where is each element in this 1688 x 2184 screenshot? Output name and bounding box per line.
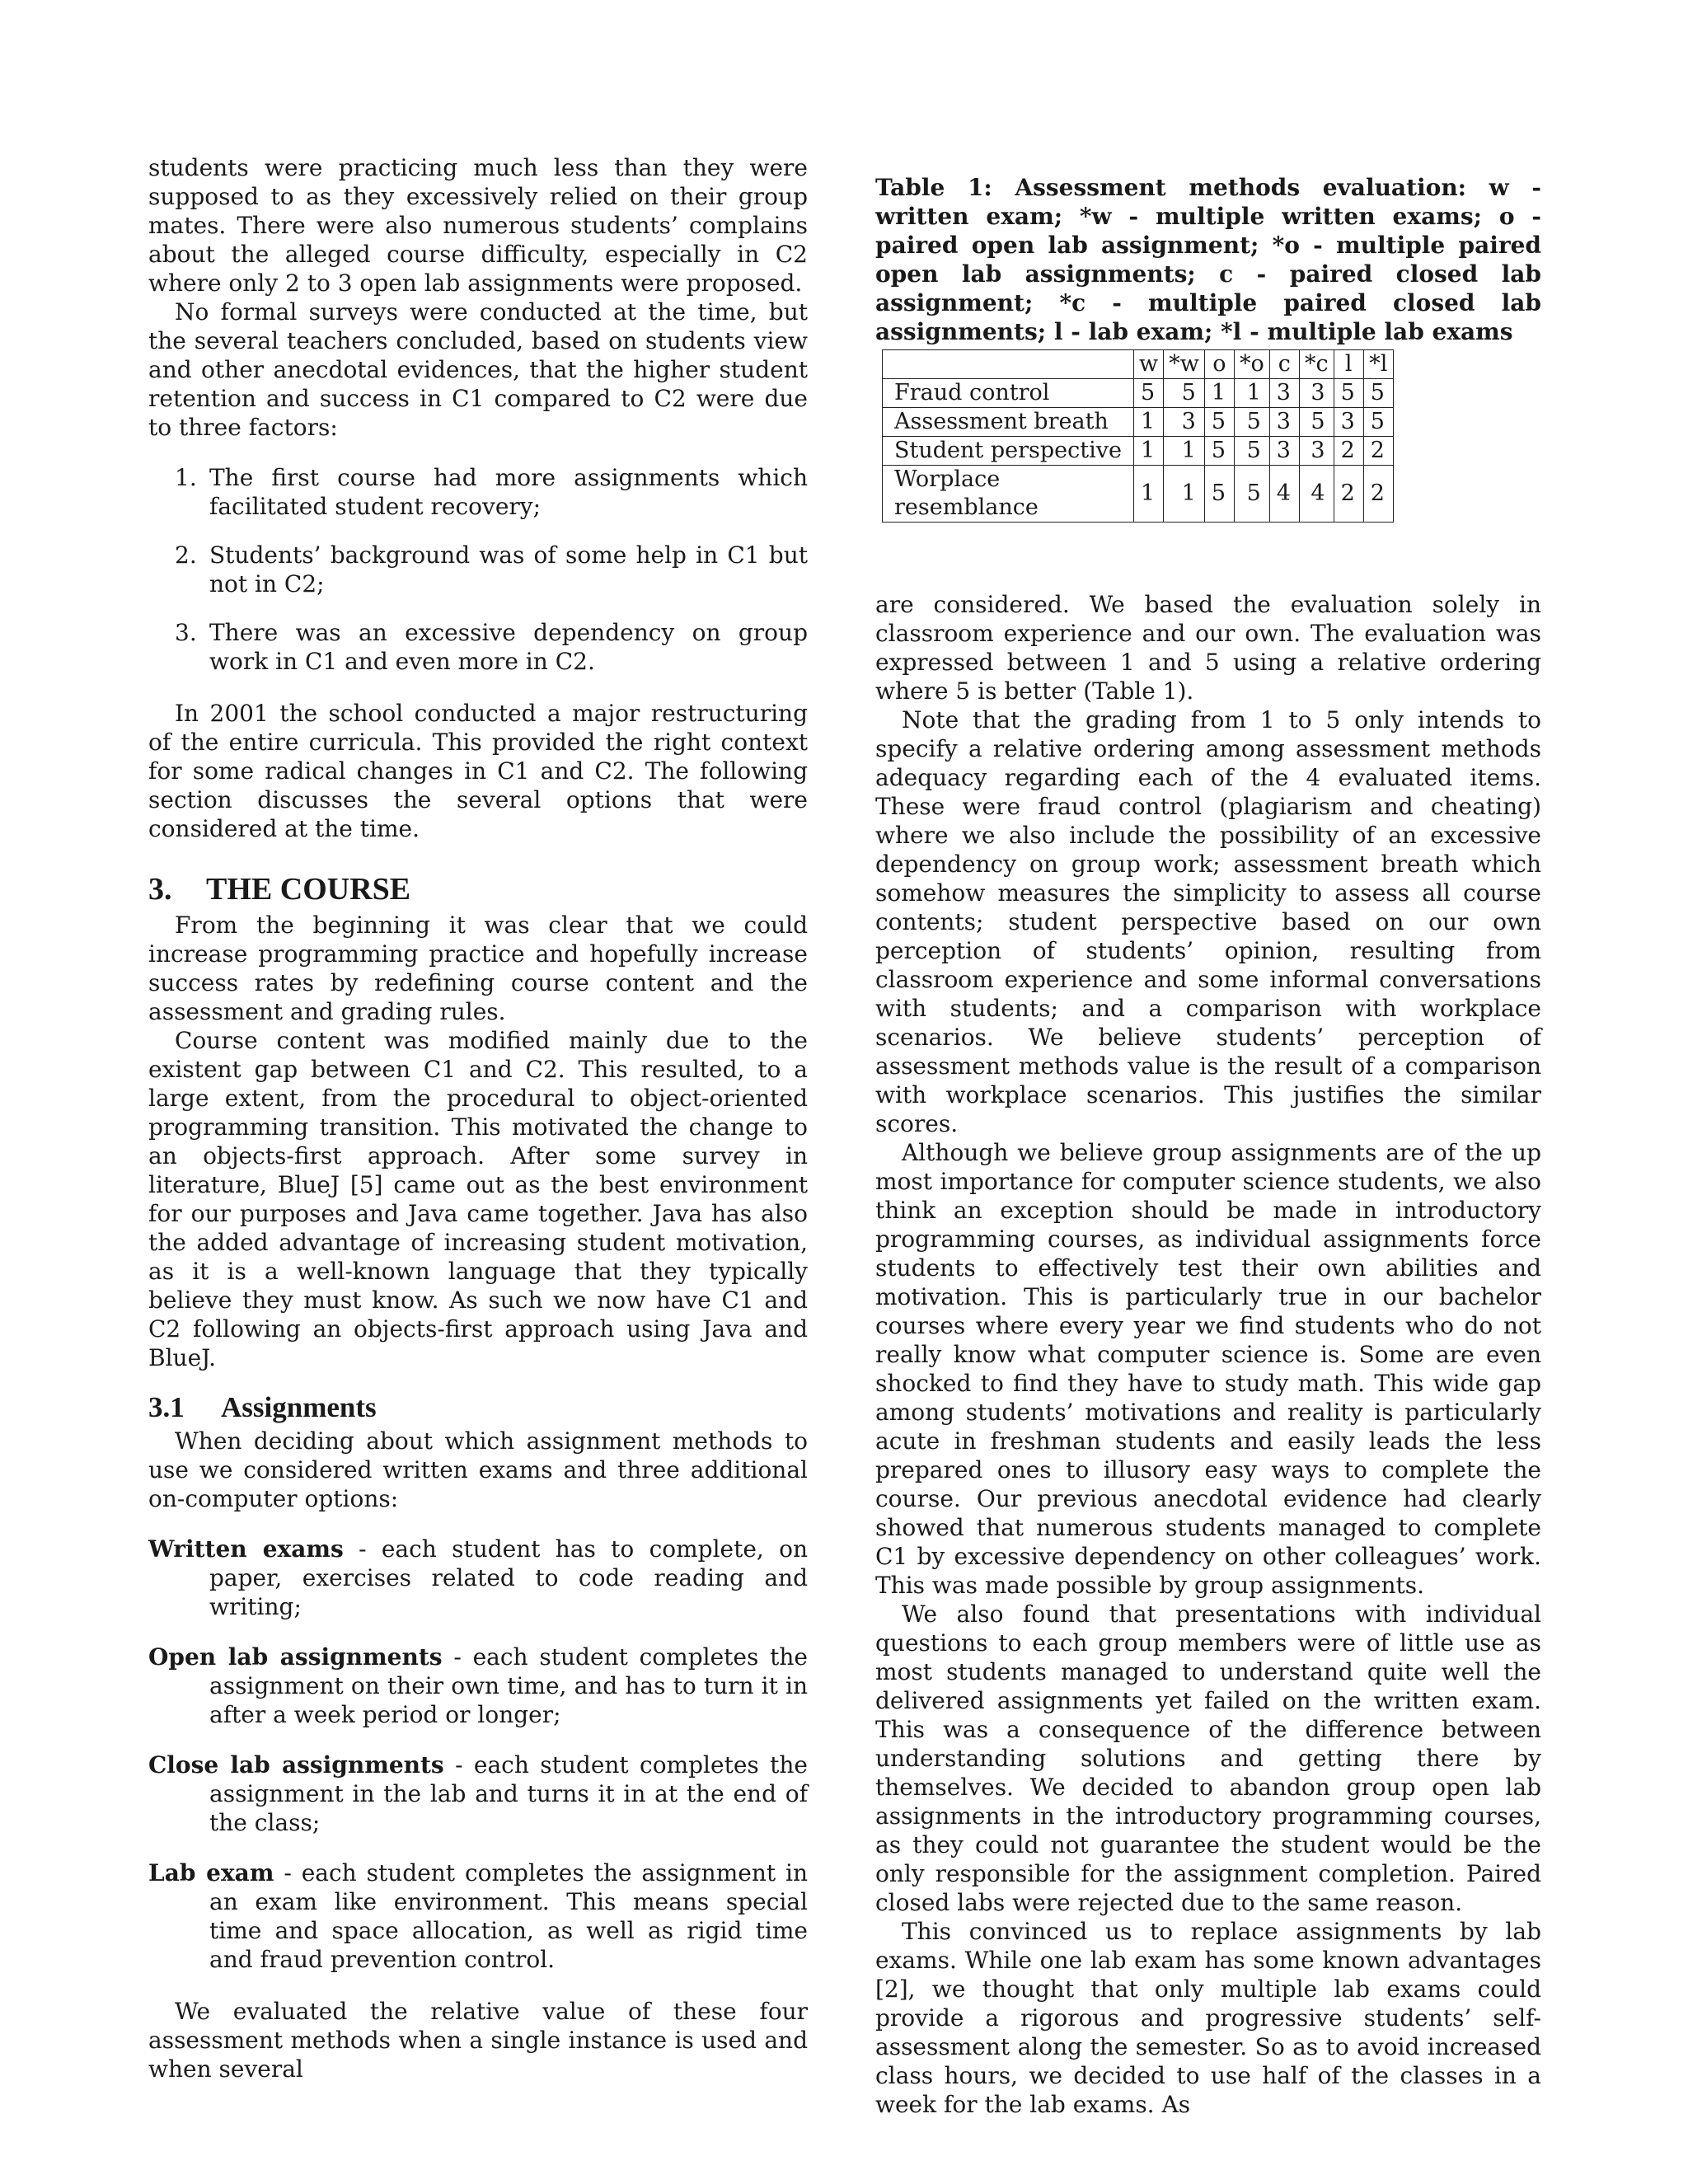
paragraph: When deciding about which assignment methods to use we considered written exams and three additional on-computer options:: [148, 1427, 808, 1512]
table-cell: 5: [1363, 408, 1393, 437]
column-header: *l: [1363, 350, 1393, 379]
table-cell: 4: [1269, 466, 1299, 523]
list-item: Lab exam - each student completes the assignment in an exam like environment. This means special time and space allocation, as well as rigid time and fraud prevention control.: [148, 1859, 809, 1973]
list-item: 2. Students’ background was of some help in C1 but not in C2;: [175, 541, 808, 598]
paragraph: In 2001 the school conducted a major restructuring of the entire curricula. This provided the right context for some radical changes in C1 and C2. The following section discusses the several options that were considered at the time.: [148, 700, 808, 842]
paragraph: From the beginning it was clear that we could increase programming practice and hopefully increase success rates by redefining course content and the assessment and grading rules.: [148, 912, 808, 1025]
table-cell: 5: [1363, 379, 1393, 408]
table-row: [883, 437, 1394, 466]
right-column: [875, 153, 1541, 2119]
column-header: *o: [1235, 350, 1270, 379]
table-cell: 1: [1235, 379, 1270, 408]
paragraph: Note that the grading from 1 to 5 only intends to specify a relative ordering among assessment methods adequacy regarding each of the 4 evaluated items. These were fraud control (plagiarism and cheating) where we also include the possibility of an excessive dependency on group work; assessment breath which somehow measures the simplicity to assess all course contents; student perspective based on our own perception of students’ opinion, resulting from classroom experience and some informal conversations with students; and a comparison with workplace scenarios. We believe students’ perception of assessment methods value is the result of a comparison with workplace scenarios. This justifies the similar scores.: [875, 706, 1541, 1137]
list-item: Open lab assignments - each student completes the assignment on their own time, and has to turn it in after a week period or longer;: [148, 1643, 809, 1728]
right-body: [875, 590, 1541, 2119]
table-cell: 5: [1134, 379, 1164, 408]
table-cell: 1: [1164, 466, 1205, 523]
table-cell: 3: [1269, 379, 1299, 408]
table-row: [883, 408, 1394, 437]
table-cell: 5: [1235, 466, 1270, 523]
column-header: w: [1134, 350, 1164, 379]
table-cell: 1: [1134, 437, 1164, 466]
paragraph: We also found that presentations with individual questions to each group members were of little use as most students managed to understand quite well the delivered assignments yet failed on the written exam. This was a consequence of the difference between understanding solutions and getting there by themselves. We decided to abandon group open lab assignments in the introductory programming courses, as they could not guarantee the student would be the only responsible for the assignment completion. Paired closed labs were rejected due to the same reason.: [875, 1601, 1541, 1916]
table-cell: 5: [1235, 408, 1270, 437]
table-cell: 3: [1299, 437, 1334, 466]
table-cell: 5: [1334, 379, 1363, 408]
table-cell: 1: [1204, 379, 1234, 408]
table-cell: 5: [1204, 437, 1234, 466]
row-label: Assessment breath: [883, 408, 1134, 437]
column-header: *w: [1164, 350, 1205, 379]
paragraph: We evaluated the relative value of these four assessment methods when a single instance is used and when several: [148, 1998, 808, 2083]
paragraph: are considered. We based the evaluation solely in classroom experience and our own. The evaluation was expressed between 1 and 5 using a relative ordering where 5 is better (Table 1).: [875, 591, 1541, 705]
corner-cell: [883, 350, 1134, 379]
list-item: 1. The first course had more assignments which facilitated student recovery;: [175, 464, 808, 520]
list-item: Close lab assignments - each student completes the assignment in the lab and turns it in at the end of the class;: [148, 1751, 808, 1836]
table-cell: 1: [1134, 466, 1164, 523]
table-cell: 3: [1334, 408, 1363, 437]
table-cell: 3: [1269, 437, 1299, 466]
methods-list: [148, 1535, 808, 1974]
table-cell: 1: [1134, 408, 1164, 437]
table-cell: 2: [1363, 466, 1393, 523]
table-cell: 3: [1269, 408, 1299, 437]
table-cell: 2: [1334, 437, 1363, 466]
table-cell: 5: [1235, 437, 1270, 466]
row-label: Fraud control: [883, 379, 1134, 408]
table-header-row: [883, 350, 1394, 379]
column-header: l: [1334, 350, 1363, 379]
table-cell: 4: [1299, 466, 1334, 523]
table-cell: 2: [1363, 437, 1393, 466]
table-cell: 5: [1164, 379, 1205, 408]
paragraph: No formal surveys were conducted at the time, but the several teachers concluded, based on students view and other anecdotal evidences, that the higher student retention and success in C1 compared to C2 were due to three factors:: [148, 298, 808, 441]
subsection-heading: 3.1 Assignments: [148, 1391, 377, 1423]
table-cell: 3: [1299, 379, 1334, 408]
left-column: [148, 153, 808, 2083]
table-cell: 3: [1164, 408, 1205, 437]
table-row: [883, 466, 1394, 523]
column-header: *c: [1299, 350, 1334, 379]
paragraph: Course content was modified mainly due to the existent gap between C1 and C2. This resulted, to a large extent, from the procedural to object-oriented programming transition. This motivated the change to an objects-first approach. After some survey in literature, BlueJ [5] came out as the best environment for our purposes and Java came together. Java has also the added advantage of increasing student motivation, as it is a well-known language that they typically believe they must know. As such we now have C1 and C2 following an objects-first approach using Java and BlueJ.: [148, 1027, 808, 1371]
list-item: Written exams - each student has to complete, on paper, exercises related to code reading and writing;: [148, 1535, 808, 1620]
table-cell: 5: [1204, 408, 1234, 437]
paragraph: students were practicing much less than they were supposed to as they excessively relied on their group mates. There were also numerous students’ complains about the alleged course difficulty, especially in C2 where only 2 to 3 open lab assignments were proposed.: [148, 154, 808, 297]
row-label: Student perspective: [883, 437, 1134, 466]
table-cell: 5: [1299, 408, 1334, 437]
factors-list: [148, 463, 808, 676]
table-cell: 1: [1164, 437, 1205, 466]
column-header: c: [1269, 350, 1299, 379]
evaluation-table: [882, 349, 1394, 523]
table-caption: Table 1: Assessment methods evaluation: w - written exam; *w - multiple written exams; o - paired open lab assignment; *o - multiple paired open lab assignments; c - paired closed lab assignment; *c - multiple paired closed lab assignments; l - lab exam; *l - multiple lab exams: [875, 174, 1541, 345]
table-cell: 5: [1204, 466, 1234, 523]
list-item: 3. There was an excessive dependency on group work in C1 and even more in C2.: [175, 619, 808, 675]
table-row: [883, 379, 1394, 408]
paragraph: Although we believe group assignments are of the up most importance for computer science students, we also think an exception should be made in introductory programming courses, as individual assignments force students to effectively test their own abilities and motivation. This is particularly true in our bachelor courses where every year we find students who do not really know what computer science is. Some are even shocked to find they have to study math. This wide gap among students’ motivations and reality is particularly acute in freshman students and easily leads the less prepared ones to illusory easy ways to complete the course. Our previous anecdotal evidence had clearly showed that numerous students managed to complete C1 by excessive dependency on other colleagues’ work. This was made possible by group assignments.: [875, 1139, 1541, 1599]
paragraph: This convinced us to replace assignments by lab exams. While one lab exam has some known advantages [2], we thought that only multiple lab exams could provide a rigorous and progressive students’ self-assessment along the semester. So as to avoid increased class hours, we decided to use half of the classes in a week for the lab exams. As: [875, 1918, 1541, 2118]
column-header: o: [1204, 350, 1234, 379]
row-label: Worplace resemblance: [883, 466, 1134, 523]
table-cell: 2: [1334, 466, 1363, 523]
section-heading: 3. THE COURSE: [148, 872, 411, 907]
